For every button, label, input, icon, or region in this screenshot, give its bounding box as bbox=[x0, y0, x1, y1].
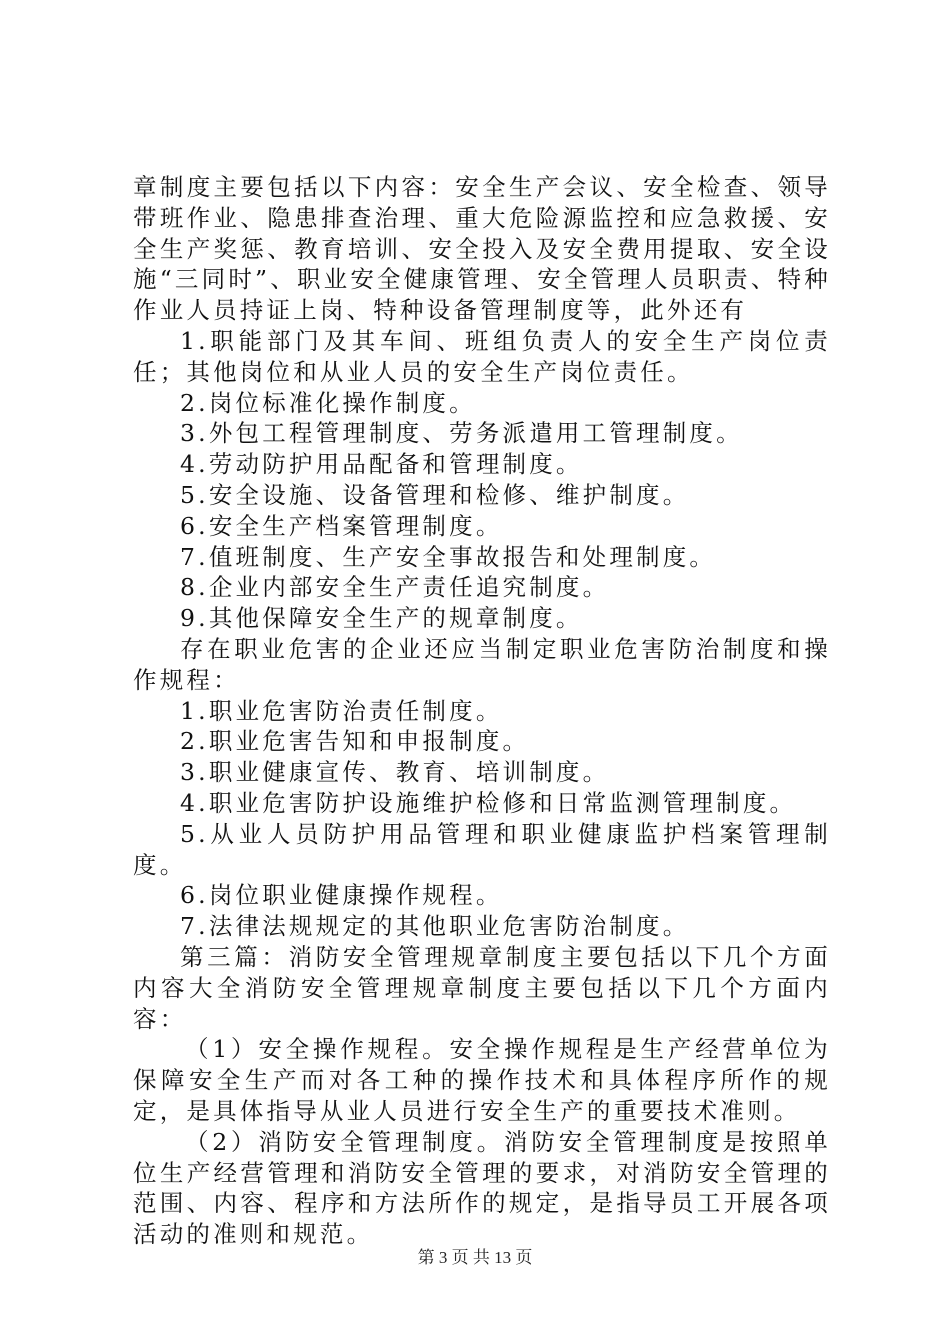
hazard-list-item-1: 1.职业危害防治责任制度。 bbox=[180, 696, 503, 725]
hazard-list-item-5: 5.从业人员防护用品管理和职业健康监护档案管理制度。 bbox=[133, 819, 831, 879]
list-item-5: 5.安全设施、设备管理和检修、维护制度。 bbox=[180, 480, 690, 509]
paragraph-safety-operation-rules: （1）安全操作规程。安全操作规程是生产经营单位为保障安全生产而对各工种的操作技术和具体程序所作的规定，是具体指导从业人员进行安全生产的重要技术准则。 bbox=[133, 1035, 831, 1125]
paragraph-continued-intro: 章制度主要包括以下内容：安全生产会议、安全检查、领导带班作业、隐患排查治理、重大危险源监控和应急救援、安全生产奖惩、教育培训、安全投入及安全费用提取、安全设施“三同时”、职业安全健康管理、安全管理人员职责、特种作业人员持证上岗、特种设备管理制度等，此外还有 bbox=[133, 173, 831, 325]
hazard-list-item-3: 3.职业健康宣传、教育、培训制度。 bbox=[180, 758, 610, 787]
list-item-7: 7.值班制度、生产安全事故报告和处理制度。 bbox=[180, 542, 717, 571]
list-item-6: 6.安全生产档案管理制度。 bbox=[180, 511, 503, 540]
list-item-9: 9.其他保障安全生产的规章制度。 bbox=[180, 604, 583, 633]
list-item-1-job-responsibility: 1.职能部门及其车间、班组负责人的安全生产岗位责任；其他岗位和从业人员的安全生产岗位责任。 bbox=[133, 326, 831, 386]
list-item-2: 2.岗位标准化操作制度。 bbox=[180, 388, 476, 417]
document-body bbox=[133, 172, 831, 1250]
hazard-list-item-6: 6.岗位职业健康操作规程。 bbox=[180, 881, 503, 910]
hazard-list-item-4: 4.职业危害防护设施维护检修和日常监测管理制度。 bbox=[180, 788, 797, 817]
paragraph-occupational-hazard-intro: 存在职业危害的企业还应当制定职业危害防治制度和操作规程： bbox=[133, 634, 831, 694]
paragraph-fire-safety-management: （2）消防安全管理制度。消防安全管理制度是按照单位生产经营管理和消防安全管理的要求，对消防安全管理的范围、内容、程序和方法所作的规定，是指导员工开展各项活动的准则和规范。 bbox=[133, 1127, 831, 1249]
list-item-3: 3.外包工程管理制度、劳务派遣用工管理制度。 bbox=[180, 419, 743, 448]
page-number-footer: 第 3 页 共 13 页 bbox=[417, 1248, 533, 1267]
list-item-8: 8.企业内部安全生产责任追究制度。 bbox=[180, 573, 610, 602]
list-item-4: 4.劳动防护用品配备和管理制度。 bbox=[180, 450, 583, 479]
hazard-list-item-7: 7.法律法规规定的其他职业危害防治制度。 bbox=[180, 912, 690, 941]
section-heading-part-three: 第三篇：消防安全管理规章制度主要包括以下几个方面内容大全消防安全管理规章制度主要包括以下几个方面内容： bbox=[133, 942, 831, 1033]
hazard-list-item-2: 2.职业危害告知和申报制度。 bbox=[180, 727, 530, 756]
